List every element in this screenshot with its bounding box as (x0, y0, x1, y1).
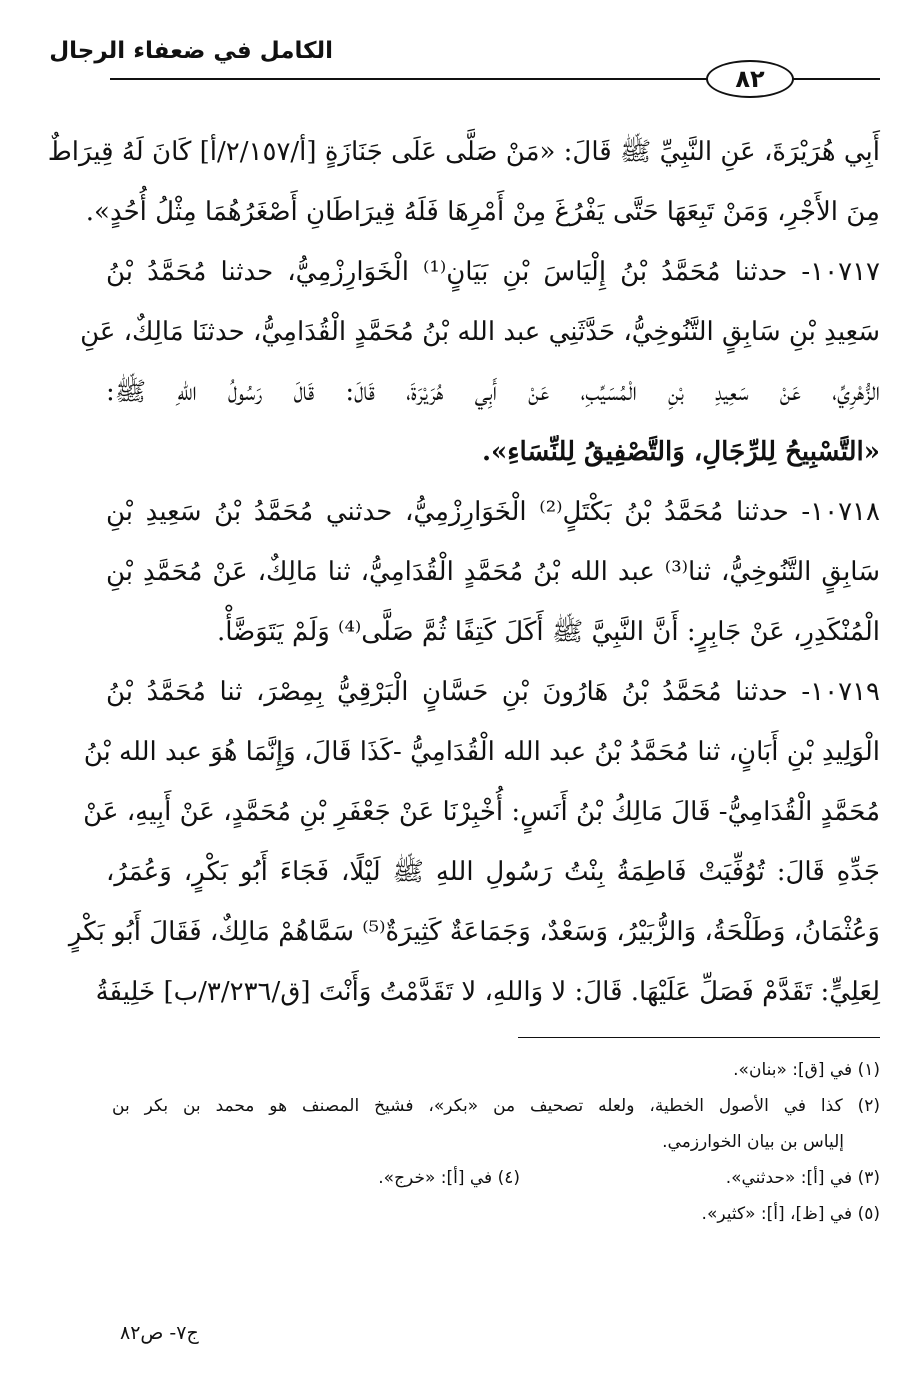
text-line-11: الْوَلِيدِ بْنِ أَبَانٍ، ثنا مُحَمَّدُ بْنُ عبد الله الْقُدَامِيُّ -كَذَا قَالَ، وَإِنَّمَا هُوَ عبد الله بْنُ (83, 737, 880, 767)
book-title: الكامل في ضعفاء الرجال (49, 38, 333, 64)
text-line-12: مُحَمَّدٍ الْقُدَامِيُّ- قَالَ مَالِكُ بْنُ أَنَسٍ: أُخْبِرْنَا عَنْ جَعْفَرِ بْنِ مُحَمَّدٍ، عَنْ أَبِيهِ، عَنْ (83, 797, 880, 827)
text-line-5: الزُّهْرِيِّ، عَنْ سَعِيدِ بْنِ الْمُسَيِّبِ، عَنْ أَبِي هُرَيْرَةَ، قَالَ: قَالَ رَسُولُ اللهِ ﷺ: (106, 377, 880, 407)
text-line-6: «التَّسْبِيحُ لِلرِّجَالِ، وَالتَّصْفِيقُ لِلنِّسَاءِ». (481, 437, 880, 467)
footnote-4: (٤) في [أ]: «خرج». (378, 1168, 520, 1188)
footnote-1: (١) في [ق]: «بنان». (733, 1060, 880, 1080)
text-line-2: مِنَ الأَجْرِ، وَمَنْ تَبِعَهَا حَتَّى يَفْرُغَ مِنْ أَمْرِهَا فَلَهُ قِيرَاطَانِ أَصْغَرُهُمَا مِثْلُ أُحُدٍ». (85, 197, 880, 227)
footnote-3: (٣) في [أ]: «حدثني». (725, 1168, 880, 1188)
text-line-14: وَعُثْمَانُ، وَطَلْحَةُ، وَالزُّبَيْرُ، وَسَعْدٌ، وَجَمَاعَةٌ كَثِيرَةٌ⁽⁵⁾ سَمَّاهُمْ مَالِكٌ، فَقَالَ أَبُو بَكْرٍ (68, 917, 880, 947)
footnotes (112, 1052, 880, 1232)
main-text (47, 122, 881, 1022)
footnote-2-line-2: إلياس بن بيان الخوارزمي. (662, 1132, 844, 1152)
footnote-row-3-4 (112, 1160, 880, 1196)
text-line-1: أَبِي هُرَيْرَةَ، عَنِ النَّبِيِّ ﷺ قَالَ: «مَنْ صَلَّى عَلَى جَنَازَةٍ [أ/٢/١٥٧/أ] كَانَ لَهُ قِيرَاطٌ (47, 137, 880, 167)
volume-page-reference: ج٧- ص٨٢ (120, 1322, 199, 1344)
footnote-rule (518, 1037, 880, 1038)
page-number: ٨٢ (706, 60, 794, 98)
text-line-8: سَابِقٍ التَّنُوخِيُّ، ثنا⁽³⁾ عبد الله بْنُ مُحَمَّدٍ الْقُدَامِيُّ، ثنا مَالِكٌ، عَنْ مُحَمَّدِ بْنِ (106, 557, 881, 587)
text-line-9: الْمُنْكَدِرِ، عَنْ جَابِرٍ: أَنَّ النَّبِيَّ ﷺ أَكَلَ كَتِفًا ثُمَّ صَلَّى⁽⁴⁾ وَلَمْ يَتَوَضَّأْ. (216, 617, 880, 647)
footnote-5: (٥) في [ظ]، [أ]: «كثير». (701, 1204, 880, 1224)
footnote-2-line-1: (٢) كذا في الأصول الخطية، ولعله تصحيف من «بكر»، فشيخ المصنف هو محمد بن بكر بن (112, 1096, 880, 1116)
text-line-3: ١٠٧١٧- حدثنا مُحَمَّدُ بْنُ إِلْيَاسَ بْنِ بَيَانٍ⁽¹⁾ الْخَوَارِزْمِيُّ، حدثنا مُحَمَّدُ بْنُ (106, 257, 880, 287)
text-line-10: ١٠٧١٩- حدثنا مُحَمَّدُ بْنُ هَارُونَ بْنِ حَسَّانٍ الْبَرْقِيُّ بِمِصْرَ، ثنا مُحَمَّدُ بْنُ (106, 677, 880, 707)
text-line-7: ١٠٧١٨- حدثنا مُحَمَّدُ بْنُ بَكْتَلٍ⁽²⁾ الْخَوَارِزْمِيُّ، حدثني مُحَمَّدُ بْنُ سَعِيدِ بْنِ (106, 497, 880, 527)
text-line-4: سَعِيدِ بْنِ سَابِقٍ التَّنُوخِيُّ، حَدَّثَنِي عبد الله بْنُ مُحَمَّدٍ الْقُدَامِيُّ، حدثنَا مَالِكٌ، عَنِ (80, 317, 880, 347)
text-line-13: جَدِّهِ قَالَ: تُوُفِّيَتْ فَاطِمَةُ بِنْتُ رَسُولِ اللهِ ﷺ لَيْلًا، فَجَاءَ أَبُو بَكْرٍ، وَعُمَرُ، (106, 857, 880, 887)
text-line-15: لِعَلِيٍّ: تَقَدَّمْ فَصَلِّ عَلَيْهَا. قَالَ: لا وَاللهِ، لا تَقَدَّمْتُ وَأَنْتَ [ق/٣/٢٣٦/ب] خَلِيفَةُ (95, 977, 880, 1007)
